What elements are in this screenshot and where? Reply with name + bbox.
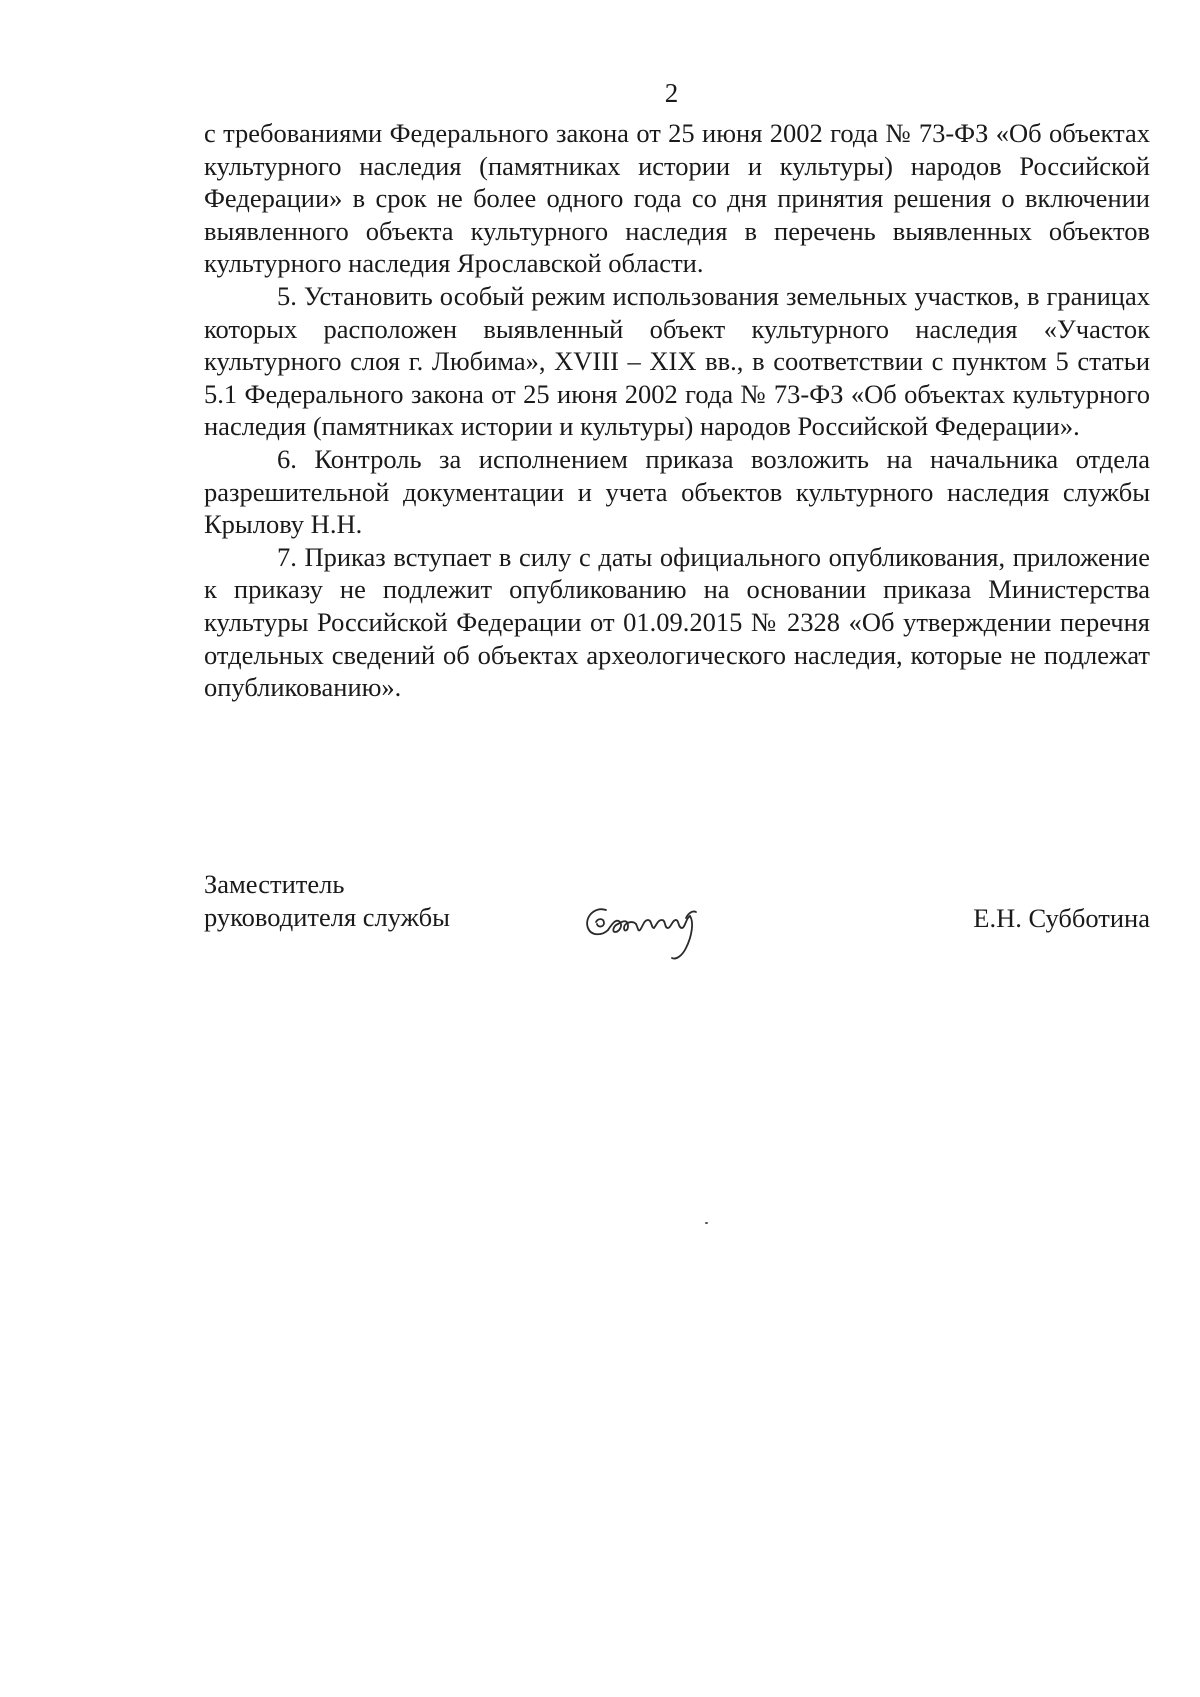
signature-block: [204, 868, 1150, 978]
paragraph-item-7: 7. Приказ вступает в силу с даты официального опубликования, приложение к приказу не подлежит опубликованию на основании приказа Министерства культуры Российской Федерации от 01.09.2015 № 2328 «Об утверждении перечня отдельных сведений об объектах археологического наследия, которые не подлежат опубликованию».: [204, 541, 1150, 703]
scan-speck: [705, 1222, 708, 1224]
handwritten-signature: [582, 896, 732, 976]
paragraph-item-6: 6. Контроль за исполнением приказа возложить на начальника отдела разрешительной документации и учета объектов культурного наследия службы Крылову Н.Н.: [204, 443, 1150, 540]
document-body: [204, 117, 1150, 704]
signer-position-line-2: руководителя службы: [204, 901, 450, 932]
page-number: 2: [664, 78, 679, 108]
paragraph-item-5: 5. Установить особый режим использования земельных участков, в границах которых расположен выявленный объект культурного наследия «Участок культурного слоя г. Любима», XVIII – XIX вв., в соответствии с пунктом 5 статьи 5.1 Федерального закона от 25 июня 2002 года № 73-ФЗ «Об объектах культурного наследия (памятниках истории и культуры) народов Российской Федерации».: [204, 280, 1150, 442]
signer-position-line-1: Заместитель: [204, 869, 345, 899]
signer-name: Е.Н. Субботина: [973, 903, 1150, 933]
paragraph-continuation: с требованиями Федерального закона от 25 июня 2002 года № 73-ФЗ «Об объектах культурного наследия (памятниках истории и культуры) народов Российской Федерации» в срок не более одного года со дня принятия решения о включении выявленного объекта культурного наследия в перечень выявленных объектов культурного наследия Ярославской области.: [204, 118, 1150, 279]
signer-position: [204, 868, 450, 933]
